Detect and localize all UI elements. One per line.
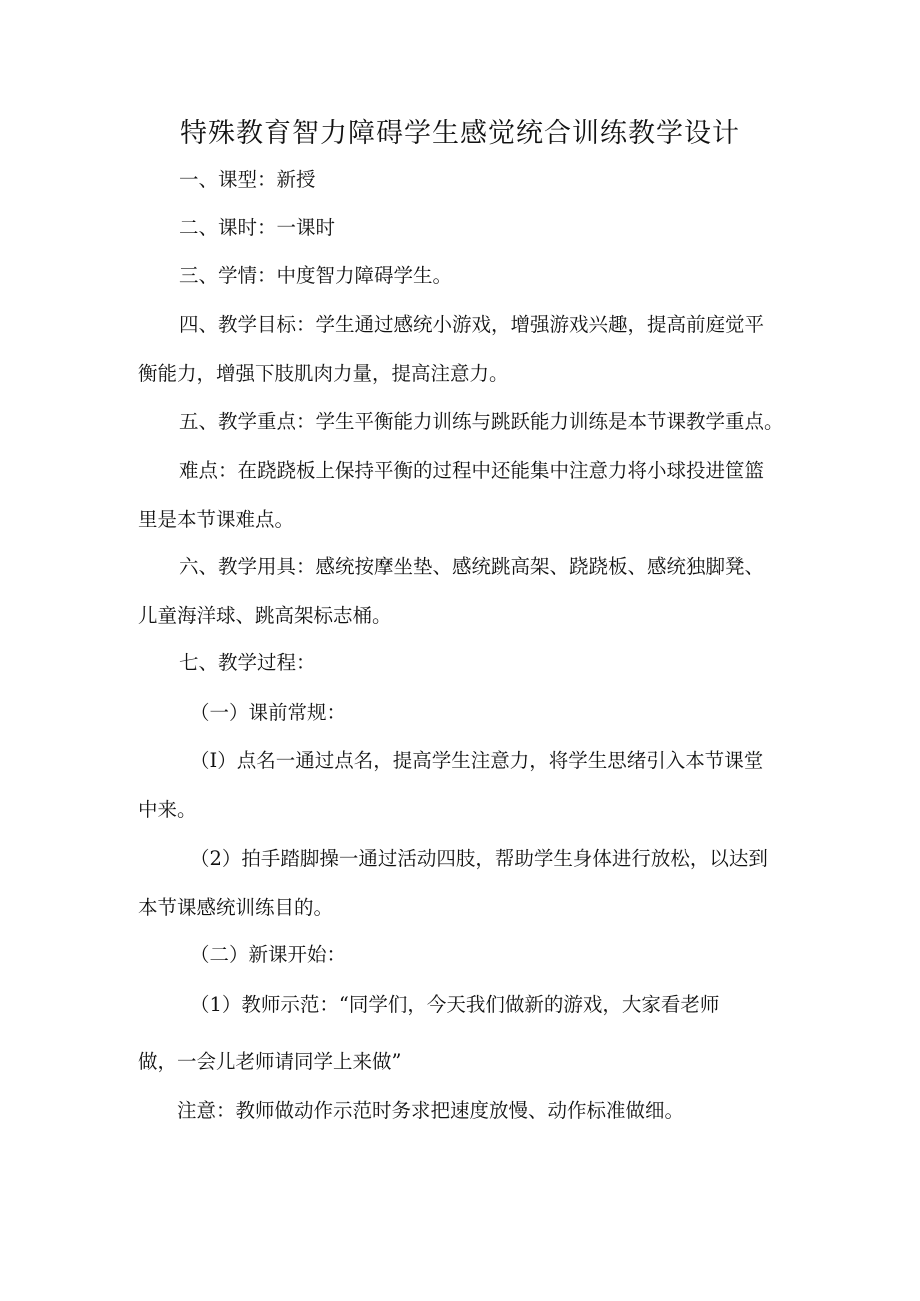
- student-situation-line: 三、学情：中度智力障碍学生。: [179, 264, 453, 287]
- teaching-difficulty-line-1: 难点：在跷跷板上保持平衡的过程中还能集中注意力将小球投进筐篮: [179, 459, 765, 482]
- new-lesson-start-line: （二）新课开始：: [190, 943, 347, 966]
- teaching-focus-line: 五、教学重点：学生平衡能力训练与跳跃能力训练是本节课教学重点。: [179, 410, 784, 433]
- class-hours-line: 二、课时：一课时: [179, 216, 336, 239]
- teaching-tools-line-2: 儿童海洋球、跳高架标志桶。: [138, 604, 392, 627]
- teaching-objectives-line-2: 衡能力，增强下肢肌肉力量，提高注意力。: [138, 362, 509, 385]
- teaching-difficulty-line-2: 里是本节课难点。: [138, 508, 295, 531]
- teacher-demo-line-1: （1）教师示范：“同学们，今天我们做新的游戏，大家看老师: [190, 993, 720, 1016]
- clapping-exercise-line-1: （2）拍手踏脚操一通过活动四肢，帮助学生身体进行放松，以达到: [190, 847, 768, 870]
- note-line: 注意：教师做动作示范时务求把速度放慢、动作标准做细。: [177, 1099, 685, 1122]
- teaching-objectives-line-1: 四、教学目标：学生通过感统小游戏，增强游戏兴趣，提高前庭觉平: [179, 313, 765, 336]
- teaching-tools-line-1: 六、教学用具：感统按摩坐垫、感统跳高架、跷跷板、感统独脚凳、: [179, 555, 765, 578]
- pre-class-routine-line: （一）课前常规：: [190, 701, 347, 724]
- teacher-demo-line-2: 做，一会儿老师请同学上来做”: [138, 1050, 402, 1073]
- course-type-line: 一、课型：新授: [179, 168, 316, 191]
- clapping-exercise-line-2: 本节课感统训练目的。: [138, 896, 334, 919]
- document-title: 特殊教育智力障碍学生感觉统合训练教学设计: [180, 118, 740, 149]
- roll-call-line-2: 中来。: [138, 798, 197, 821]
- roll-call-line-1: （I）点名一通过点名，提高学生注意力，将学生思绪引入本节课堂: [190, 749, 764, 772]
- teaching-process-line: 七、教学过程：: [179, 651, 316, 674]
